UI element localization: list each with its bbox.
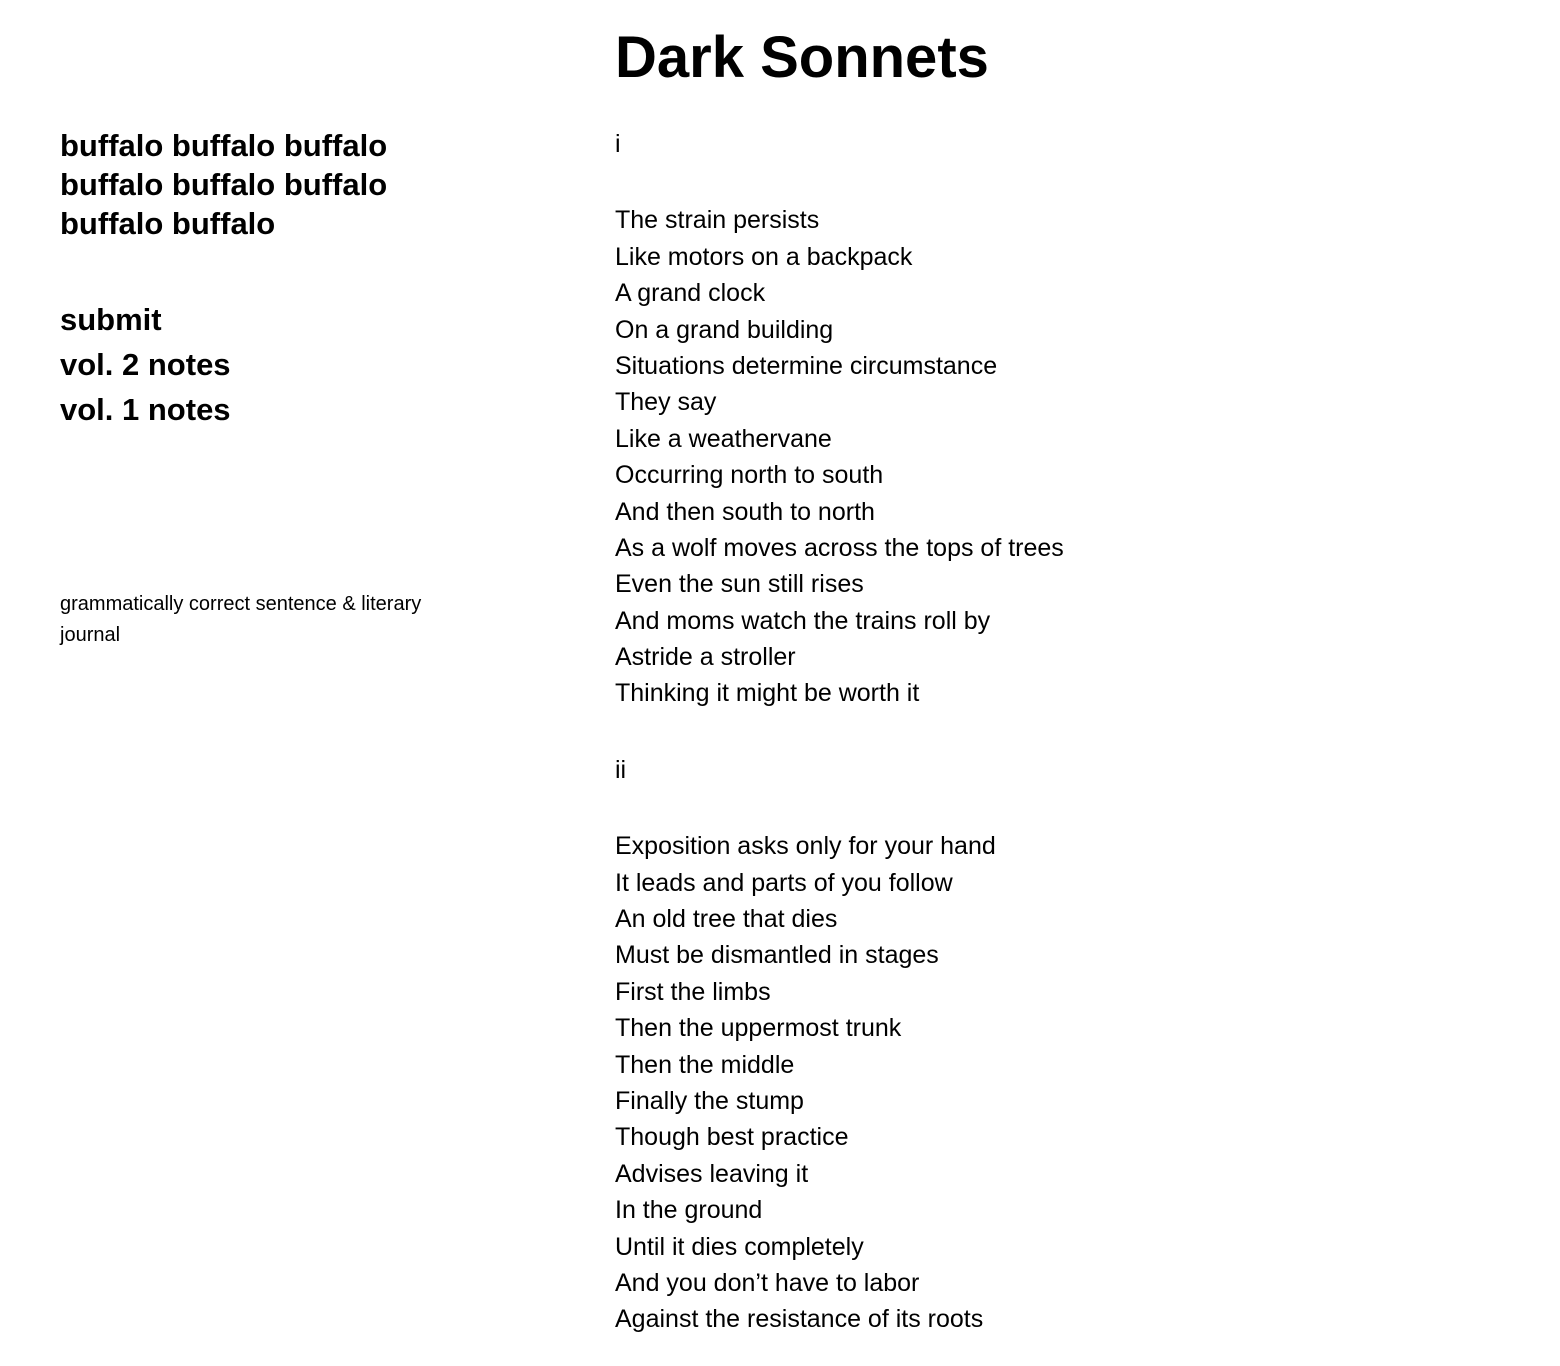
poem-line: Advises leaving it [615, 1159, 809, 1188]
section-numeral: i [615, 130, 621, 158]
poem-line: And then south to north [615, 497, 875, 526]
poem-line: Then the uppermost trunk [615, 1014, 902, 1043]
poem-line: Against the resistance of its roots [615, 1305, 984, 1334]
main-nav [60, 297, 440, 432]
sidebar [60, 126, 440, 432]
nav-link-vol-2-notes[interactable]: vol. 2 notes [60, 347, 231, 382]
poem-line: Though best practice [615, 1123, 849, 1152]
poem-section-i [615, 126, 1515, 712]
poem-line: On a grand building [615, 315, 834, 344]
poem-line: Thinking it might be worth it [615, 679, 920, 708]
poem-line: And you don’t have to labor [615, 1268, 920, 1297]
poem [615, 126, 1515, 1338]
poem-line: Until it dies completely [615, 1232, 864, 1261]
poem-line: Astride a stroller [615, 643, 796, 672]
poem-line: They say [615, 388, 717, 417]
poem-line: An old tree that dies [615, 905, 838, 934]
poem-line: Like motors on a backpack [615, 242, 913, 271]
poem-line: Exposition asks only for your hand [615, 832, 996, 861]
poem-line: A grand clock [615, 279, 766, 308]
poem-section-ii [615, 752, 1515, 1338]
poem-line: Then the middle [615, 1050, 795, 1079]
main-content [615, 22, 1515, 1338]
poem-line: Occurring north to south [615, 461, 884, 490]
nav-link-submit[interactable]: submit [60, 302, 162, 337]
poem-line: Like a weathervane [615, 424, 832, 453]
nav-link-vol-1-notes[interactable]: vol. 1 notes [60, 392, 231, 427]
site-tagline: grammatically correct sentence & literary journal [60, 593, 422, 646]
site-title-link[interactable]: buffalo buffalo buffalo buffalo buffalo buffalo buffalo buffalo [60, 128, 388, 241]
poem-line: As a wolf moves across the tops of trees [615, 533, 1064, 562]
poem-line: First the limbs [615, 977, 771, 1006]
poem-line: Situations determine circumstance [615, 351, 998, 380]
poem-line: Must be dismantled in stages [615, 941, 939, 970]
poem-line: Even the sun still rises [615, 570, 864, 599]
page-title: Dark Sonnets [615, 25, 989, 90]
poem-line: And moms watch the trains roll by [615, 606, 991, 635]
poem-line: In the ground [615, 1196, 763, 1225]
poem-line: The strain persists [615, 206, 820, 235]
poem-line: Finally the stump [615, 1086, 804, 1115]
poem-line: It leads and parts of you follow [615, 868, 953, 897]
section-numeral: ii [615, 755, 627, 784]
